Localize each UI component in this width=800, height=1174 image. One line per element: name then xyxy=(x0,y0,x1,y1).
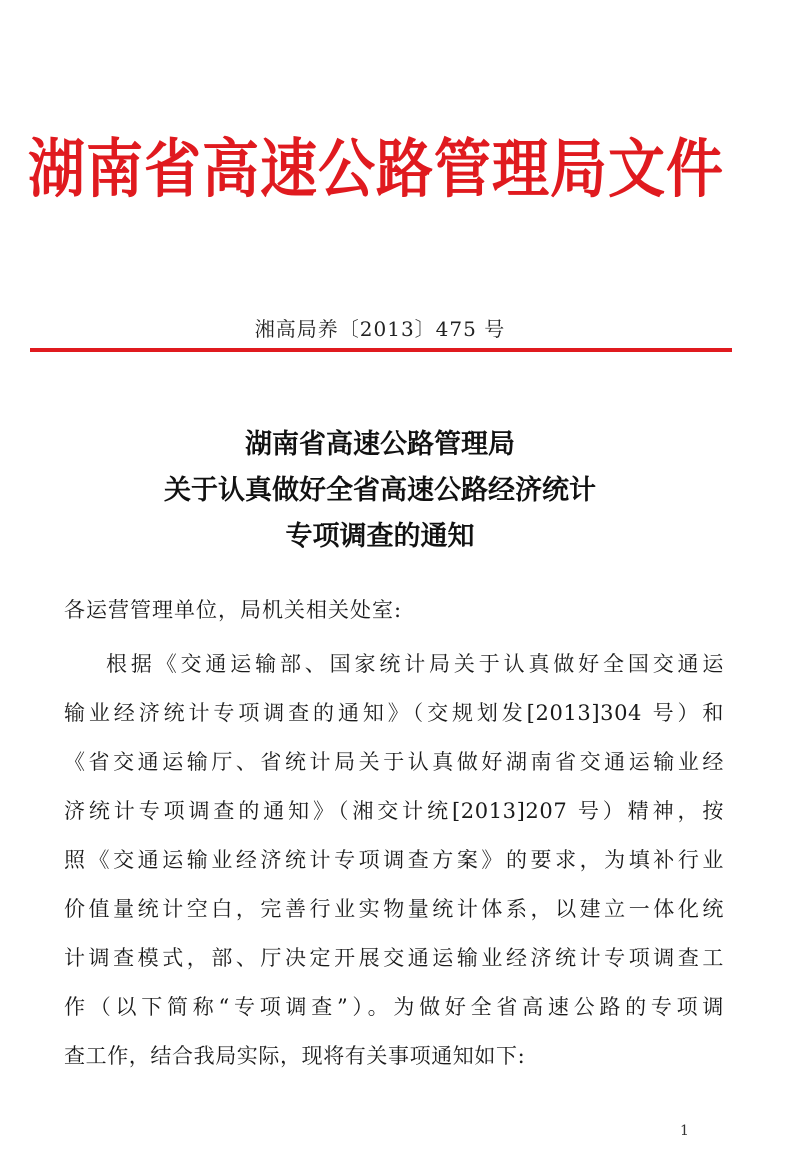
body-line: 输业经济统计专项调查的通知》（交规划发[2013]304 号）和 xyxy=(64,701,724,725)
document-masthead: 湖南省高速公路管理局文件 xyxy=(28,132,724,207)
body-line: 计调查模式，部、厅决定开展交通运输业经济统计专项调查工 xyxy=(64,946,724,970)
document-title-line-1: 湖南省高速公路管理局 xyxy=(245,429,515,460)
document-title-line-3: 专项调查的通知 xyxy=(285,521,475,552)
salutation: 各运营管理单位，局机关相关处室: xyxy=(64,598,403,622)
document-number: 湘高局养〔2013〕475 号 xyxy=(254,317,506,341)
body-line: 照《交通运输业经济统计专项调查方案》的要求，为填补行业 xyxy=(64,848,724,872)
body-line: 价值量统计空白，完善行业实物量统计体系，以建立一体化统 xyxy=(64,897,724,921)
red-divider-rule xyxy=(30,348,732,352)
body-line: 济统计专项调查的通知》（湘交计统[2013]207 号）精神，按 xyxy=(64,799,724,823)
body-line: 作（以下简称“专项调查”）。为做好全省高速公路的专项调 xyxy=(64,995,724,1019)
body-line: 根据《交通运输部、国家统计局关于认真做好全国交通运 xyxy=(106,652,724,676)
page-number: 1 xyxy=(680,1123,689,1139)
document-title-line-2: 关于认真做好全省高速公路经济统计 xyxy=(164,475,596,506)
body-line: 《省交通运输厅、省统计局关于认真做好湖南省交通运输业经 xyxy=(64,750,724,774)
body-line: 查工作，结合我局实际，现将有关事项通知如下: xyxy=(64,1044,526,1068)
